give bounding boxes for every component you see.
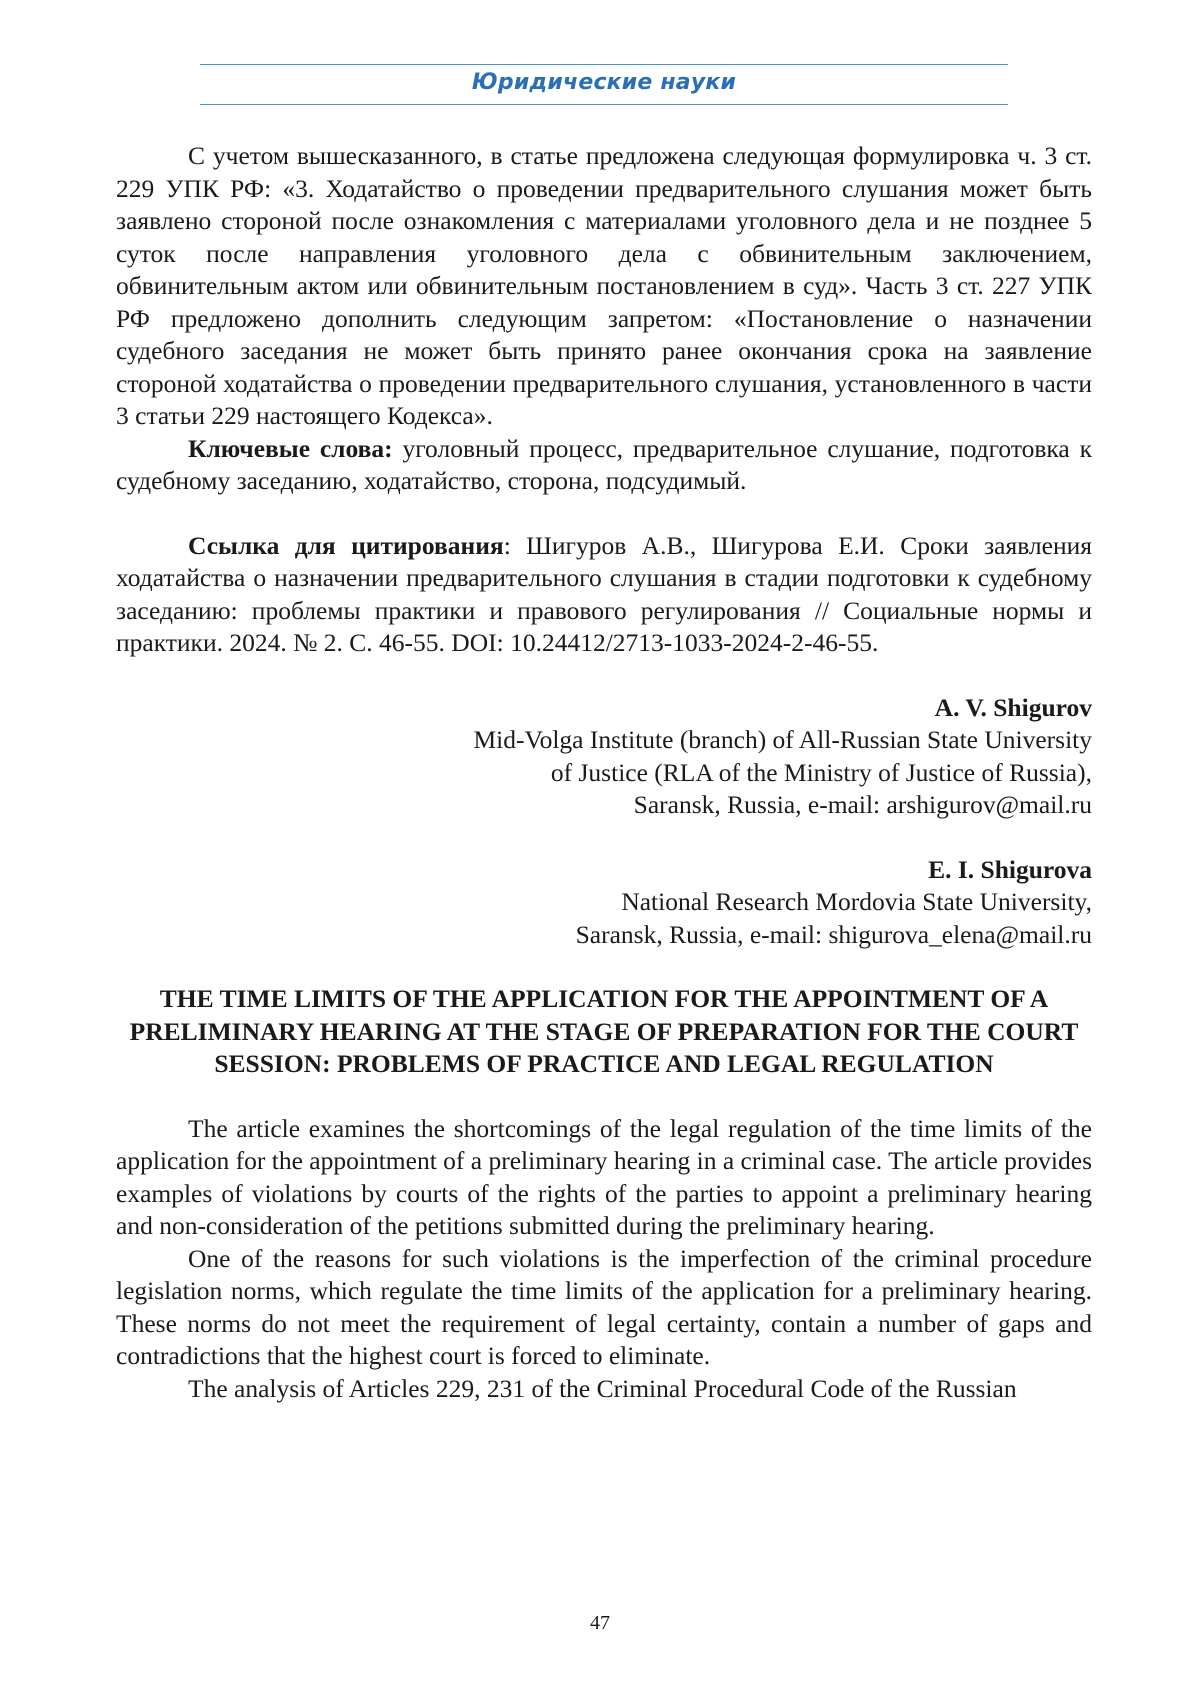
author-affiliation-line: Saransk, Russia, e-mail: arshigurov@mail.ru xyxy=(633,790,1092,819)
english-article-title: THE TIME LIMITS OF THE APPLICATION FOR THE APPOINTMENT OF A PRELIMINARY HEARING AT THE STAGE OF PREPARATION FOR THE COURT SESSION: PROBLEMS OF PRACTICE AND LEGAL REGULATION xyxy=(129,984,1079,1078)
page-number: 47 xyxy=(590,1612,610,1634)
author-affiliation-line: Saransk, Russia, e-mail: shigurova_elena@mail.ru xyxy=(575,919,1092,949)
author-block-1 xyxy=(116,692,1092,822)
citation-label: Ссылка для цитирования xyxy=(188,530,504,560)
header-bottom-rule xyxy=(200,104,1008,105)
journal-section-title: Юридические науки xyxy=(471,70,737,95)
keywords-text: уголовный процесс, предварительное слушание, подготовка к судебному заседанию, ходатайство, сторона, подсудимый. xyxy=(116,433,1092,495)
author-affiliation-line: Mid-Volga Institute (branch) of All-Russian State University xyxy=(473,725,1092,754)
abstract-paragraph-en: The article examines the shortcomings of the legal regulation of the time limits of the application for the appointment of a preliminary hearing in a criminal case. The article provides examples of violations by courts of the rights of the parties to appoint a preliminary hearing and non-consideration of the petitions submitted during the preliminary hearing. xyxy=(116,1113,1092,1240)
header-top-rule xyxy=(200,64,1008,65)
abstract-paragraph-en: The analysis of Articles 229, 231 of the Criminal Procedural Code of the Russian xyxy=(188,1373,1017,1403)
author-name: E. I. Shigurova xyxy=(928,854,1092,884)
citation-text: : Шигуров А.В., Шигурова Е.И. Сроки заявления ходатайства о назначении предварительного слушания в стадии подготовки к судебному заседанию: проблемы практики и правового регулирования // Социальные нормы и практики. 2024. № 2. С. 46-55. DOI: 10.24412/2713-1033-2024-2-46-55. xyxy=(116,530,1093,657)
keywords-label: Ключевые слова: xyxy=(188,433,393,463)
keywords-paragraph-ru xyxy=(116,433,1092,498)
author-block-2 xyxy=(116,854,1092,952)
author-affiliation-line: National Research Mordovia State University, xyxy=(621,887,1092,916)
author-name: A. V. Shigurov xyxy=(934,692,1092,722)
abstract-paragraph-en: One of the reasons for such violations is the imperfection of the criminal procedure legislation norms, which regulate the time limits of the application for a preliminary hearing. These norms do not meet the requirement of legal certainty, contain a number of gaps and contradictions that the highest court is forced to eliminate. xyxy=(116,1243,1092,1370)
author-affiliation-line: of Justice (RLA of the Ministry of Justice of Russia), xyxy=(550,757,1092,787)
page-content xyxy=(116,140,1092,1405)
abstract-paragraph-ru: С учетом вышесказанного, в статье предложена следующая формулировка ч. 3 ст. 229 УПК РФ: «3. Ходатайство о проведении предварительного слушания может быть заявлено стороной после ознакомления с материалами уголовного дела и не позднее 5 суток после направления уголовного дела с обвинительным заключением, обвинительным актом или обвинительным постановлением в суд». Часть 3 ст. 227 УПК РФ предложено дополнить следующим запретом: «Постановление о назначении судебного заседания не может быть принято ранее окончания срока на заявление стороной ходатайства о проведении предварительного слушания, установленного в части 3 статьи 229 настоящего Кодекса». xyxy=(116,141,1092,430)
citation-paragraph xyxy=(116,530,1092,660)
